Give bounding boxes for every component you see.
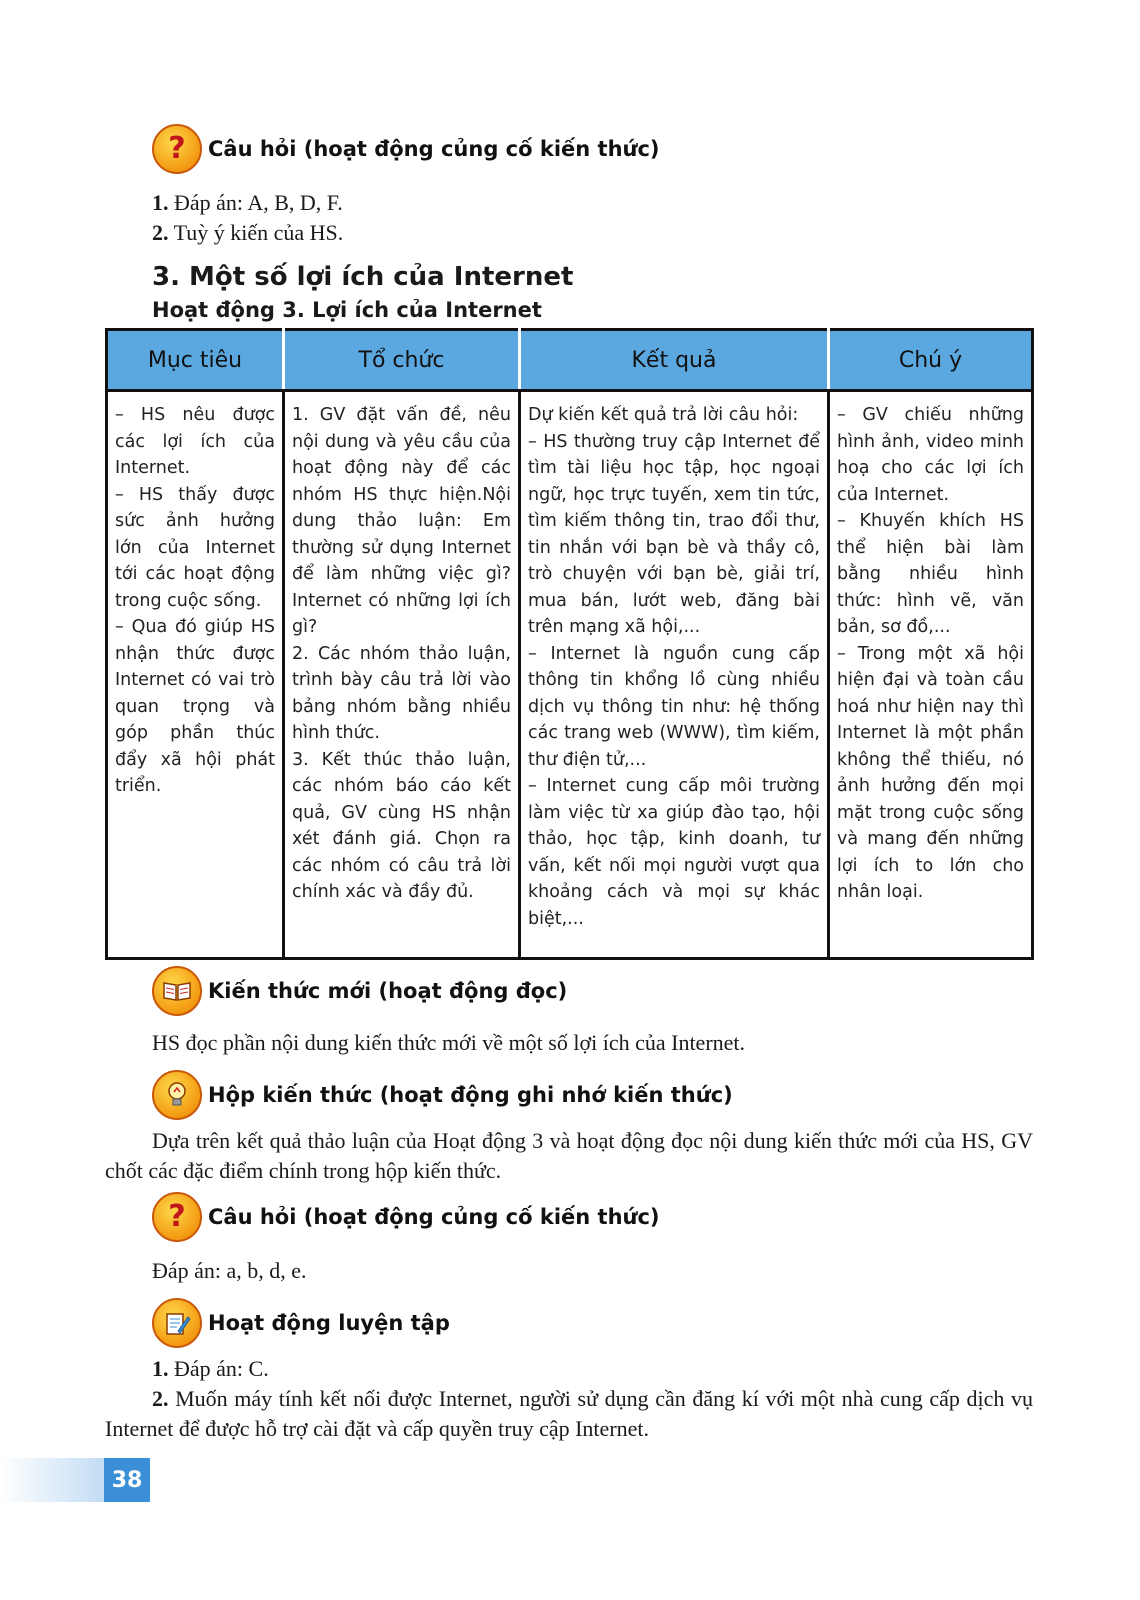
section-title: 3. Một số lợi ích của Internet (152, 262, 574, 292)
page-number: 38 (104, 1458, 150, 1502)
question-answer-2: Đáp án: a, b, d, e. (152, 1258, 307, 1283)
cell-paragraph: – HS nêu được các lợi ích của Internet. (115, 405, 275, 478)
knowledge-box-text: Dựa trên kết quả thảo luận của Hoạt động 3 và hoạt động đọc nội dung kiến thức mới của HS, GV chốt các đặc điểm chính trong hộp kiến thức. (105, 1128, 1033, 1183)
cell-paragraph: – Qua đó giúp HS nhận thức được Internet có vai trò quan trọng và góp phần thúc đẩy xã hội phát triển. (115, 617, 275, 796)
lightbulb-icon (152, 1070, 202, 1120)
knowledge-box-header (152, 1070, 733, 1120)
column-header: Tổ chức (284, 330, 520, 391)
activity-title: Hoạt động 3. Lợi ích của Internet (152, 298, 542, 322)
organization-cell (284, 391, 520, 959)
cell-paragraph: – HS thấy được sức ảnh hưởng lớn của Internet tới các hoạt động trong cuộc sống. (115, 484, 275, 611)
question-block-header-2 (152, 1192, 660, 1242)
column-header: Mục tiêu (107, 330, 284, 391)
cell-paragraph: Dự kiến kết quả trả lời câu hỏi: (528, 405, 799, 425)
answer-line: 2. Tuỳ ý kiến của HS. (152, 220, 344, 245)
column-header: Chú ý (829, 330, 1033, 391)
practice-title: Hoạt động luyện tập (208, 1311, 450, 1335)
book-icon (152, 966, 202, 1016)
page-number-band (0, 1458, 150, 1502)
question-block-title-2: Câu hỏi (hoạt động củng cố kiến thức) (208, 1205, 660, 1229)
answer-line: 1. Đáp án: A, B, D, F. (152, 190, 343, 215)
cell-paragraph: – Internet cung cấp môi trường làm việc từ xa giúp đào tạo, hội thảo, học tập, kinh doanh, tư vấn, kết nối mọi người vượt qua khoảng cách và mọi sự khác biệt,... (528, 776, 820, 929)
question-block-header (152, 124, 660, 174)
practice-answers (105, 1354, 1033, 1444)
cell-paragraph: – Internet là nguồn cung cấp thông tin khổng lồ cùng nhiều dịch vụ thông tin như: hệ thống các trang web (WWW), tìm kiếm, thư điện tử,... (528, 643, 820, 770)
table-header-row (107, 330, 1033, 391)
question-icon: ? (152, 124, 202, 174)
practice-line: 1. Đáp án: C. (152, 1356, 269, 1381)
note-cell (829, 391, 1033, 959)
activity-table (105, 328, 1034, 960)
table-row (107, 391, 1033, 959)
cell-paragraph: 3. Kết thúc thảo luận, các nhóm báo cáo kết quả, GV cùng HS nhận xét đánh giá. Chọn ra các nhóm có câu trả lời chính xác và đầy đủ. (292, 749, 511, 902)
question-answers (152, 188, 1032, 248)
new-knowledge-title: Kiến thức mới (hoạt động đọc) (208, 979, 568, 1003)
practice-header (152, 1298, 450, 1348)
cell-paragraph: 2. Các nhóm thảo luận, trình bày câu trả lời vào bảng nhóm bằng nhiều hình thức. (292, 643, 511, 743)
result-cell (520, 391, 829, 959)
pencil-note-icon (152, 1298, 202, 1348)
cell-paragraph: – HS thường truy cập Internet để tìm tài liệu học tập, học ngoại ngữ, học trực tuyến, xem tin tức, tìm kiếm thông tin, trao đổi thư, tin nhắn với bạn bè và thầy cô, trò chuyện với bạn bè, giải trí, mua bán, lướt web, đăng bài trên mạng xã hội,... (528, 431, 820, 637)
cell-paragraph: – GV chiếu những hình ảnh, video minh hoạ cho các lợi ích của Internet. (837, 405, 1024, 505)
practice-line: 2. Muốn máy tính kết nối được Internet, người sử dụng cần đăng kí với một nhà cung cấp dịch vụ Internet để được hỗ trợ cài đặt và cấp quyền truy cập Internet. (105, 1386, 1033, 1441)
question-block-title: Câu hỏi (hoạt động củng cố kiến thức) (208, 137, 660, 161)
knowledge-box-title: Hộp kiến thức (hoạt động ghi nhớ kiến thức) (208, 1083, 733, 1107)
cell-paragraph: – Khuyến khích HS thể hiện bài làm bằng nhiều hình thức: hình vẽ, văn bản, sơ đồ,... (837, 511, 1024, 637)
cell-paragraph: 1. GV đặt vấn đề, nêu nội dung và yêu cầu của hoạt động này để các nhóm HS thực hiện.Nội dung thảo luận: Em thường sử dụng Internet để làm những việc gì? Internet có những lợi ích gì? (292, 405, 511, 637)
question-icon: ? (152, 1192, 202, 1242)
new-knowledge-header (152, 966, 567, 1016)
goal-cell (107, 391, 284, 959)
column-header: Kết quả (520, 330, 829, 391)
new-knowledge-text: HS đọc phần nội dung kiến thức mới về một số lợi ích của Internet. (152, 1030, 746, 1055)
cell-paragraph: – Trong một xã hội hiện đại và toàn cầu hoá như hiện nay thì Internet là một phần không thể thiếu, nó ảnh hưởng đến mọi mặt trong cuộc sống và mang đến những lợi ích to lớn cho nhân loại. (837, 643, 1024, 902)
